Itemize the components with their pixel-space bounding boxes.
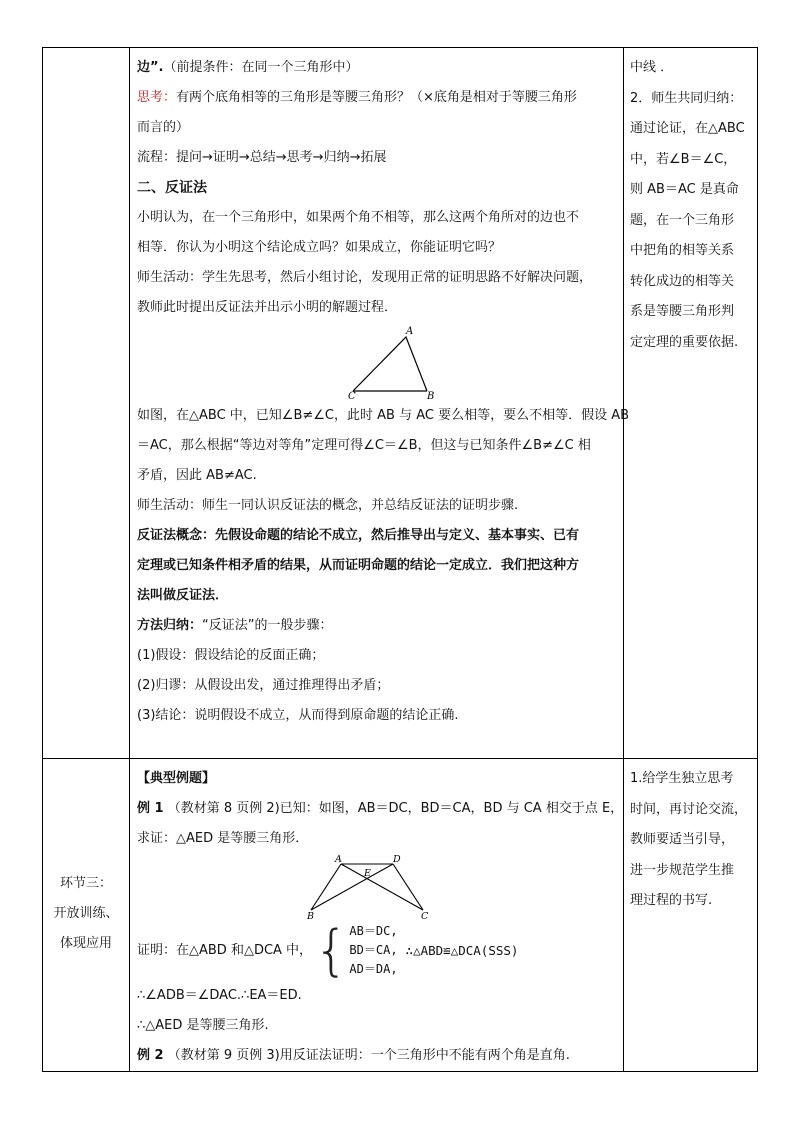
text-line: 如图，在△ABC 中，已知∠B≠∠C，此时 AB 与 AC 要么相等，要么不相等．假设 AB (137, 408, 630, 423)
stage-line: 体现应用 (59, 936, 112, 951)
text-line: 求证：△AED 是等腰三角形． (137, 831, 309, 846)
flow-line: 流程：提问→证明→总结→思考→归纳→拓展 (137, 150, 387, 165)
condition-system (349, 922, 397, 979)
text-line: 有两个底角相等的三角形是等腰三角形？（×底角是相对于等腰三角形 (176, 90, 577, 105)
stage-cell (43, 759, 130, 1072)
vertex-label-a: A (335, 854, 342, 865)
text-line: 证明：在△ABD 和△DCA 中， (137, 943, 313, 958)
note-line: 转化成边的相等关 (630, 273, 735, 289)
example-label: 例 2 (137, 1048, 164, 1063)
vertex-label-c: C (421, 911, 429, 920)
congruence-proof (137, 918, 617, 982)
text-line: ∴△ABD≌△DCA(SSS) (405, 943, 519, 958)
note-line: 定定理的重要依据. (630, 334, 739, 350)
step-line: (2)归谬：从假设出发，通过推理得出矛盾； (137, 678, 390, 693)
text-line: （教材第 9 页例 3)用反证法证明：一个三角形中不能有两个角是直角. (163, 1048, 570, 1063)
text-line: “反证法”的一般步骤： (202, 618, 333, 633)
vertex-label-a: A (406, 326, 414, 337)
vertex-label-b: B (307, 911, 314, 920)
table-row (43, 759, 758, 1072)
vertex-label-e: E (364, 868, 371, 879)
lesson-plan-table (42, 47, 758, 1072)
notes-cell (624, 759, 758, 1072)
step-line: (1)假设：假设结论的反面正确； (137, 648, 325, 663)
content-cell (130, 759, 624, 1072)
note-line: 题，在一个三角形 (630, 212, 735, 228)
condition-line: AD＝DA, (349, 962, 398, 976)
notes-cell (624, 48, 758, 759)
text-line: （教材第 8 页例 2)已知：如图，AB＝DC，BD＝CA，BD 与 CA 相交于点 E， (163, 801, 624, 816)
content-cell (130, 48, 630, 759)
left-brace: { (314, 918, 349, 982)
text-line: 边”. (137, 60, 164, 75)
concept-line: 定理或已知条件相矛盾的结果，从而证明命题的结论一定成立．我们把这种方 (137, 558, 580, 573)
section-title: 二、反证法 (137, 180, 207, 196)
text-line: ∴∠ADB＝∠DAC.∴EA＝ED. (137, 988, 302, 1003)
condition-line: AB＝DC, (349, 924, 398, 938)
stage-line: 环节三： (59, 876, 112, 891)
text-line: 而言的） (137, 120, 190, 135)
example-label: 例 1 (137, 801, 164, 816)
note-line: 中，若∠B＝∠C， (630, 151, 737, 167)
vertex-label-d: D (393, 854, 401, 865)
method-label: 方法归纳： (137, 618, 203, 633)
stage-line: 开放训练、 (53, 906, 119, 921)
text-line: 矛盾，因此 AB≠AC. (137, 468, 257, 483)
text-line: 教师此时提出反证法并出示小明的解题过程． (137, 300, 398, 315)
note-line: 通过论证，在△ABC (630, 121, 745, 136)
text-line: ＝AC，那么根据“等边对等角”定理可得∠C＝∠B，但这与已知条件∠B≠∠C 相 (137, 438, 591, 453)
triangle-abc-figure (297, 323, 457, 401)
think-label: 思考： (137, 90, 177, 105)
vertex-label-c: C (348, 391, 356, 401)
note-line: 教师要适当引导， (630, 832, 735, 847)
vertex-label-b: B (427, 391, 435, 401)
text-line: 相等．你认为小明这个结论成立吗？如果成立，你能证明它吗？ (137, 240, 502, 255)
note-line: 理过程的书写. (630, 893, 713, 908)
note-line: 2．师生共同归纳： (630, 90, 743, 106)
note-line: 1.给学生独立思考 (630, 771, 734, 786)
table-row (43, 48, 758, 759)
note-line: 则 AB＝AC 是真命 (630, 182, 739, 197)
note-line: 时间，再讨论交流， (630, 801, 748, 817)
text-line: 小明认为，在一个三角形中，如果两个角不相等，那么这两个角所对的边也不 (137, 210, 580, 225)
condition-line: BD＝CA, (349, 943, 398, 957)
section-header: 【典型例题】 (137, 771, 216, 786)
note-line: 进一步规范学生推 (630, 862, 735, 878)
concept-line: 反证法概念：先假设命题的结论不成立，然后推导出与定义、基本事实、已有 (137, 528, 580, 543)
text-line: 师生活动：师生一同认识反证法的概念，并总结反证法的证明步骤. (137, 498, 519, 513)
text-line: ∴△AED 是等腰三角形. (137, 1018, 269, 1033)
quadrilateral-figure (307, 854, 447, 920)
text-line: 师生活动：学生先思考，然后小组讨论，发现用正常的证明思路不好解决问题， (137, 270, 593, 285)
note-line: 中把角的相等关系 (630, 243, 735, 258)
note-line: 中线 ． (630, 60, 674, 75)
text-line: （前提条件：在同一个三角形中） (163, 60, 359, 75)
stage-cell-empty (43, 48, 130, 759)
concept-line: 法叫做反证法． (137, 588, 229, 603)
step-line: (3)结论：说明假设不成立，从而得到原命题的结论正确. (137, 708, 459, 723)
note-line: 系是等腰三角形判 (630, 304, 735, 319)
